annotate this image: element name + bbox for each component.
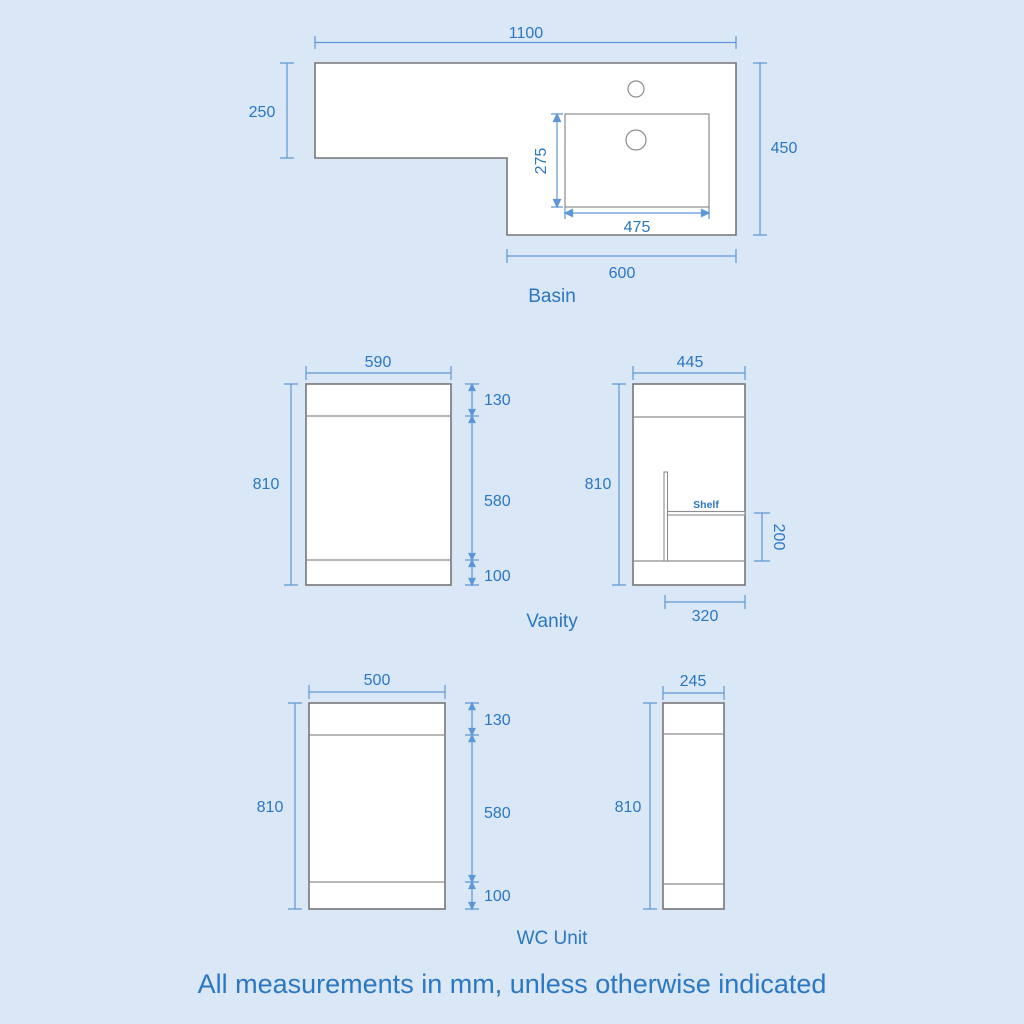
dim-label-vanity-front-height: 810 — [252, 476, 280, 493]
dim-label-wc-middle-section: 580 — [484, 805, 511, 822]
dimension-line-810-wc-front — [288, 703, 302, 909]
vanity-side-drawing — [526, 354, 787, 632]
vanity-shelf — [668, 512, 746, 516]
dimension-line-810-wc-side — [643, 703, 657, 909]
dim-label-bowl-width: 475 — [623, 219, 651, 236]
vanity-side-divider — [664, 472, 668, 561]
vanity-front-outline — [306, 384, 451, 585]
dim-label-vanity-side-width: 445 — [676, 354, 704, 371]
dimension-line-600 — [507, 249, 736, 263]
basin-outline — [315, 63, 736, 235]
dim-label-wc-front-width: 500 — [363, 672, 391, 689]
measurements-note: All measurements in mm, unless otherwise indicated — [197, 969, 827, 999]
dim-label-vanity-front-width: 590 — [364, 354, 392, 371]
dim-label-wc-side-height: 810 — [614, 799, 642, 816]
dimension-stack-vanity-front — [465, 384, 479, 585]
dim-label-bowl-depth: 275 — [533, 147, 550, 175]
dimension-line-450 — [753, 63, 767, 235]
vanity-title: Vanity — [526, 611, 578, 632]
dimension-stack-wc-front — [465, 703, 479, 909]
dim-label-shelf-depth: 320 — [691, 608, 719, 625]
dim-label-basin-right-depth: 450 — [770, 140, 798, 157]
dimension-line-320 — [665, 595, 745, 609]
wc-title: WC Unit — [516, 928, 588, 949]
wc-front-drawing — [257, 672, 511, 909]
dim-label-wc-front-height: 810 — [256, 799, 284, 816]
dim-label-vanity-bottom-section: 100 — [484, 568, 511, 585]
dimension-line-200 — [754, 513, 770, 561]
basin-drawing — [249, 25, 798, 307]
vanity-side-outline — [633, 384, 745, 585]
shelf-label: Shelf — [693, 499, 719, 511]
dimension-line-810-vanity-side — [612, 384, 626, 585]
dimension-line-810-vanity-front — [284, 384, 298, 585]
dim-label-vanity-side-height: 810 — [584, 476, 612, 493]
dim-label-wc-bottom-section: 100 — [484, 888, 511, 905]
wc-side-drawing — [517, 673, 724, 949]
dim-label-vanity-top-section: 130 — [484, 392, 511, 409]
dim-label-basin-bottom-width: 600 — [608, 265, 636, 282]
dim-label-basin-width: 1100 — [508, 25, 544, 42]
dim-label-wc-side-width: 245 — [679, 673, 707, 690]
dim-label-wc-top-section: 130 — [484, 712, 511, 729]
basin-title: Basin — [528, 286, 576, 307]
wc-front-outline — [309, 703, 445, 909]
dimension-line-250 — [280, 63, 294, 158]
dim-label-shelf-to-base: 200 — [770, 523, 787, 551]
dim-label-vanity-middle-section: 580 — [484, 493, 511, 510]
dim-label-basin-left-depth: 250 — [248, 104, 276, 121]
vanity-front-drawing — [253, 354, 511, 585]
